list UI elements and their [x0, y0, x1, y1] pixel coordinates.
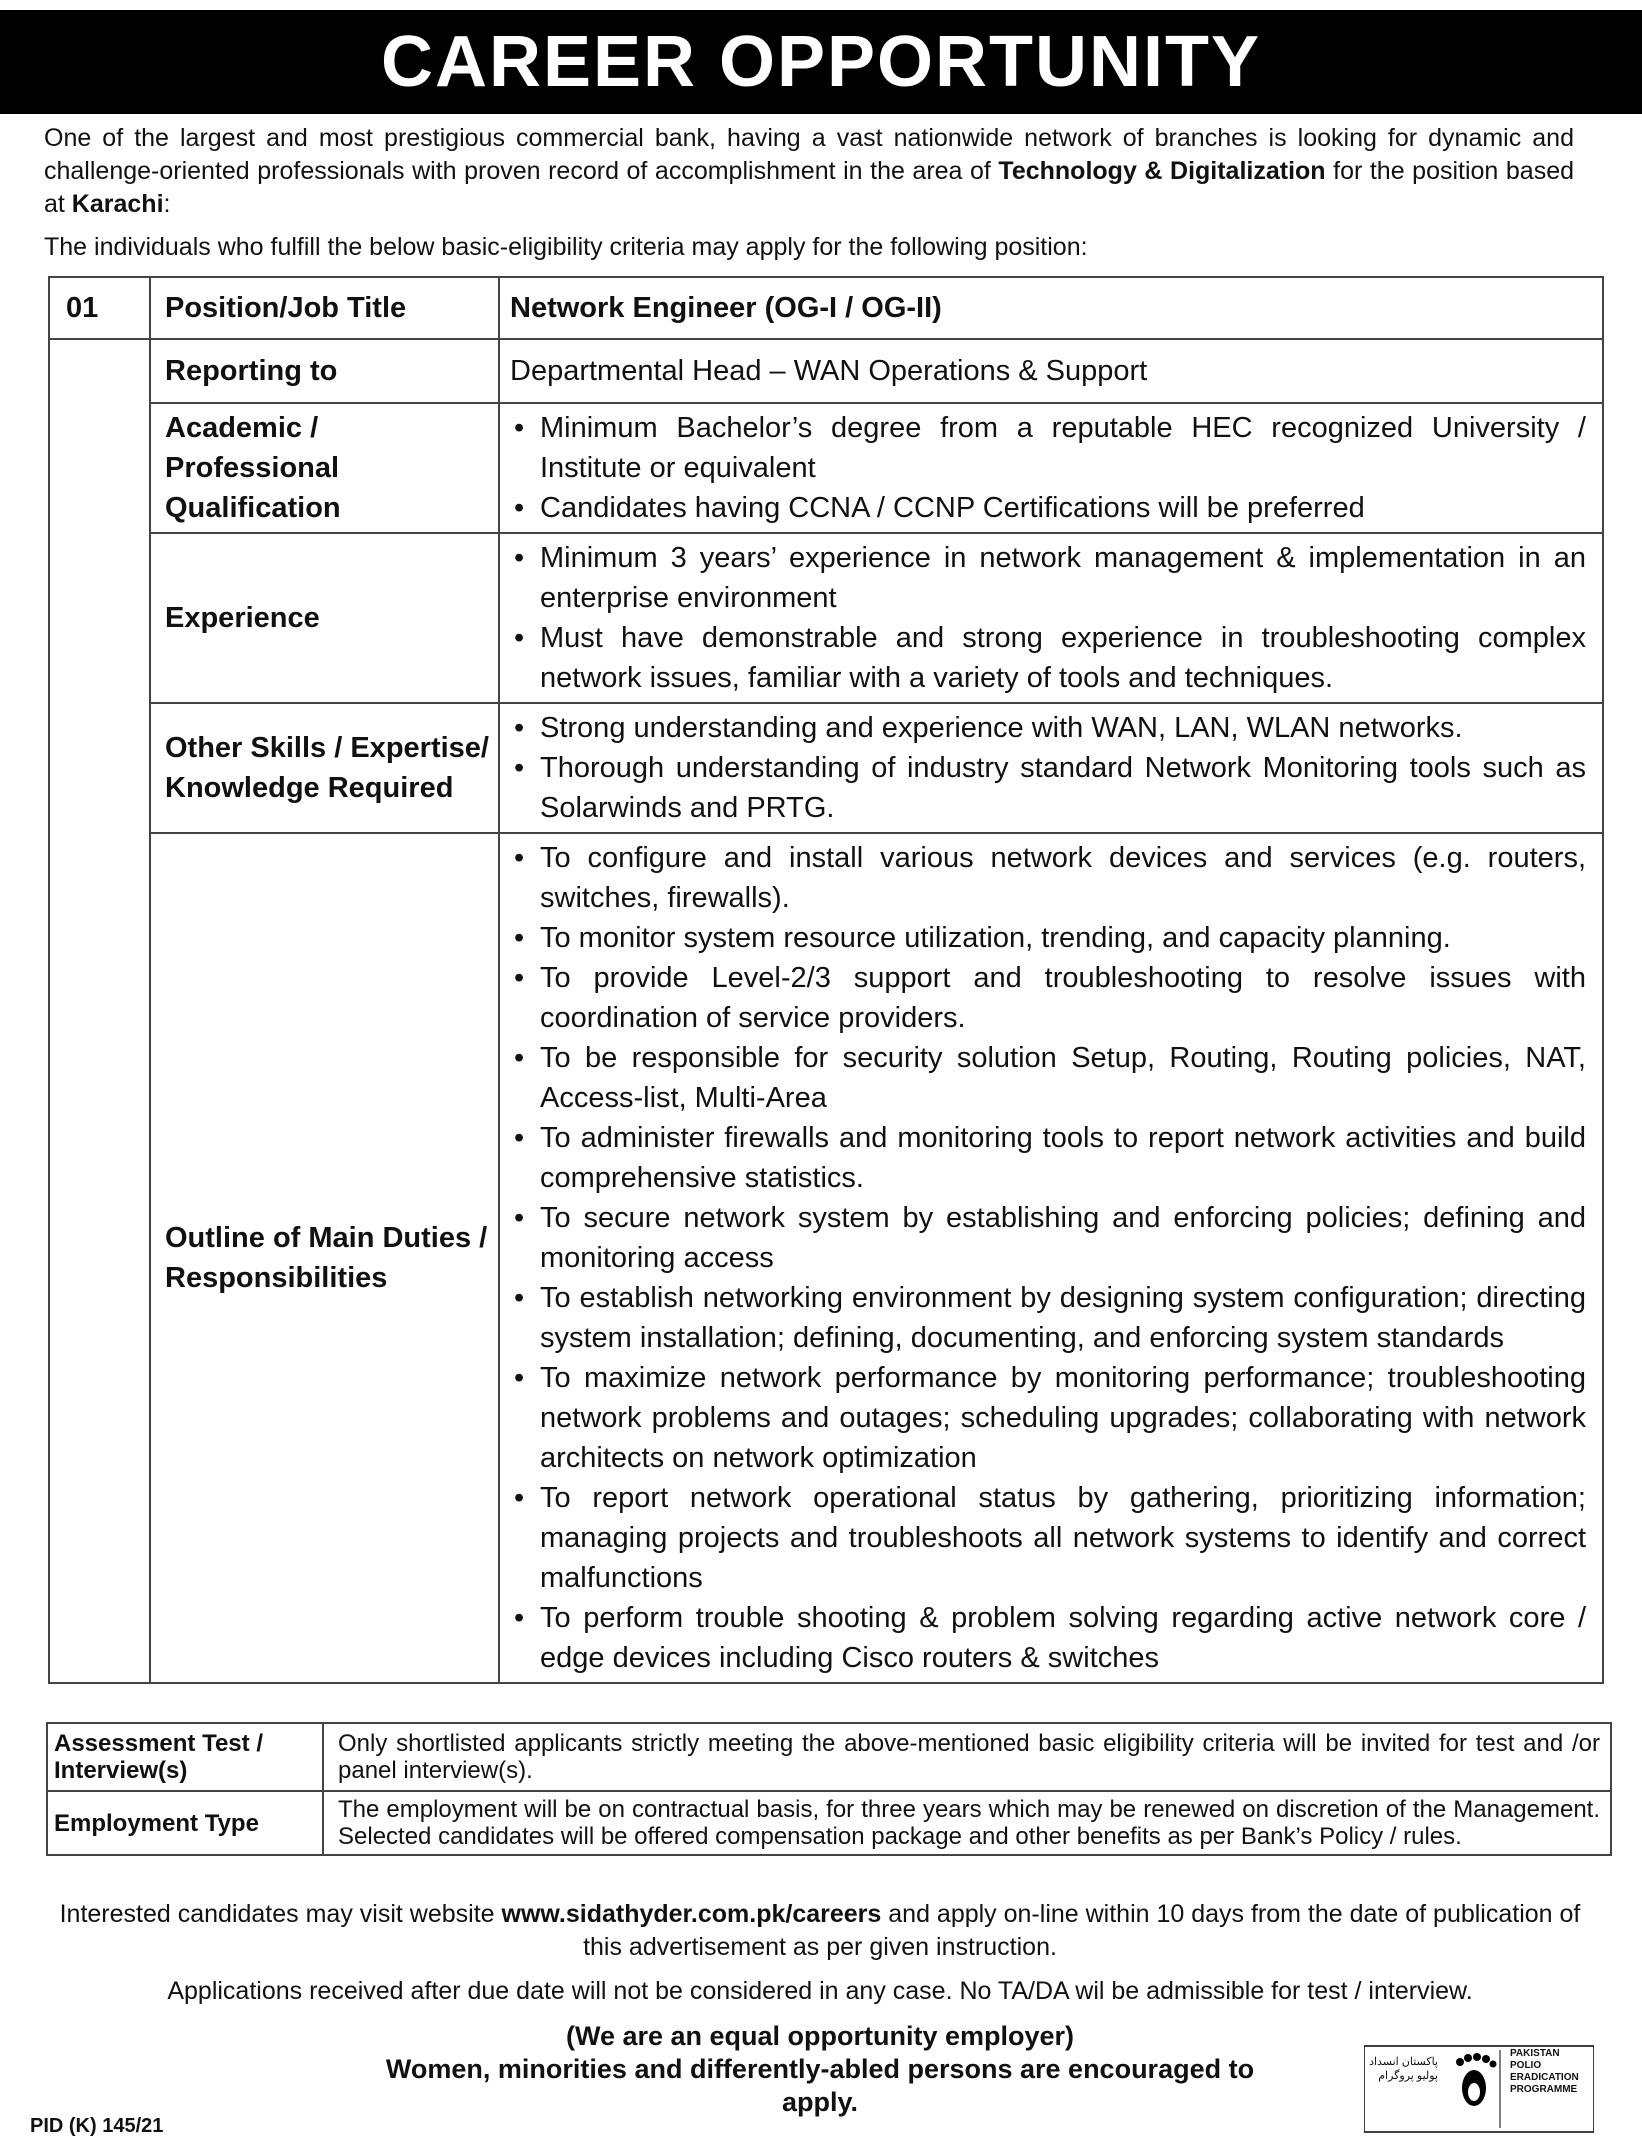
polio-line: POLIO — [1510, 2060, 1542, 2071]
equal-opportunity — [380, 2020, 1260, 2119]
pid-reference: PID (K) 145/21 — [30, 2115, 164, 2137]
position-number: 01 — [49, 277, 150, 339]
employment-value: The employment will be on contractual basis, for three years which may be renewed on discretion of the Management. Selected candidates will be offered compensation package and other benefits as per Bank’s Policy / rules. — [338, 1796, 1600, 1850]
apply-instructions — [40, 1898, 1600, 1964]
polio-line: PAKISTAN — [1510, 2048, 1560, 2059]
skills-cell — [499, 703, 1603, 833]
table-row — [47, 1723, 1611, 1791]
intro-text-e: : — [163, 190, 171, 218]
page-title: CAREER OPPORTUNITY — [0, 10, 1642, 114]
list-item: • Minimum 3 years’ experience in network management & implementation in an enterprise environment — [510, 538, 1586, 618]
equal-text: (We are an equal opportunity employer) — [565, 2021, 1075, 2051]
number-spacer — [49, 339, 150, 1683]
assessment-label: Assessment Test / Interview(s) — [47, 1723, 323, 1791]
table-row — [47, 1791, 1611, 1855]
duties-cell — [499, 833, 1603, 1683]
list-item: • To configure and install various network devices and services (e.g. routers, switches, firewalls). — [510, 838, 1586, 918]
apply-text-b: and apply on-line within 10 days from the date of publication of this advertisement as per given instruction. — [583, 1900, 1581, 1961]
bullet-list — [510, 538, 1586, 698]
list-item: • To be responsible for security solution Setup, Routing, Routing policies, NAT, Access-list, Multi-Area — [510, 1038, 1586, 1118]
list-item: • Strong understanding and experience with WAN, LAN, WLAN networks. — [510, 708, 1586, 748]
apply-text-a: Interested candidates may visit website — [59, 1900, 502, 1928]
list-item: • To report network operational status by gathering, prioritizing information; managing projects and troubleshoots all network systems to identify and correct malfunctions — [510, 1478, 1586, 1598]
academic-label: Academic / Professional Qualification — [150, 403, 499, 533]
list-item: • To perform trouble shooting & problem solving regarding active network core / edge devices including Cisco routers & switches — [510, 1598, 1586, 1678]
list-item: • To provide Level-2/3 support and troubleshooting to resolve issues with coordination of service providers. — [510, 958, 1586, 1038]
table-row — [49, 703, 1603, 833]
reporting-value: Departmental Head – WAN Operations & Support — [499, 339, 1603, 403]
women-text: Women, minorities and differently-abled persons are encouraged to apply. — [385, 2054, 1255, 2117]
criteria-text: The individuals who fulfill the below basic-eligibility criteria may apply for the following position: — [44, 233, 1088, 261]
bullet-list — [510, 408, 1586, 528]
list-item: • To maximize network performance by monitoring performance; troubleshooting network problems and outages; scheduling upgrades; collaborating with network architects on network optimization — [510, 1358, 1586, 1478]
list-item: • To monitor system resource utilization, trending, and capacity planning. — [510, 918, 1586, 958]
late-notice: Applications received after due date will not be considered in any case. No TA/DA wil be admissible for test / interview. — [167, 1977, 1473, 2005]
experience-cell — [499, 533, 1603, 703]
polio-line: PROGRAMME — [1510, 2084, 1578, 2095]
reporting-label: Reporting to — [150, 339, 499, 403]
table-row — [49, 833, 1603, 1683]
list-item: • Must have demonstrable and strong experience in troubleshooting complex network issues, familiar with a variety of tools and techniques. — [510, 618, 1586, 698]
list-item: • To establish networking environment by designing system configuration; directing system installation; defining, documenting, and enforcing system standards — [510, 1278, 1586, 1358]
polio-line: ERADICATION — [1510, 2072, 1579, 2083]
list-item: • Minimum Bachelor’s degree from a reputable HEC recognized University / Institute or equivalent — [510, 408, 1586, 488]
intro-area: Technology & Digitalization — [998, 157, 1326, 185]
title-value: Network Engineer (OG-I / OG-II) — [499, 277, 1603, 339]
employment-label: Employment Type — [47, 1791, 323, 1855]
skills-label: Other Skills / Expertise/ Knowledge Required — [150, 703, 499, 833]
bullet-list — [510, 838, 1586, 1678]
bullet-list — [510, 708, 1586, 828]
polio-text — [1510, 2048, 1579, 2096]
table-row — [49, 403, 1603, 533]
academic-cell — [499, 403, 1603, 533]
experience-label: Experience — [150, 533, 499, 703]
list-item: • To secure network system by establishing and enforcing policies; defining and monitoring access — [510, 1198, 1586, 1278]
table-row — [49, 339, 1603, 403]
assessment-value: Only shortlisted applicants strictly meeting the above-mentioned basic eligibility criteria will be invited for test and /or panel interview(s). — [323, 1723, 1611, 1791]
duties-label: Outline of Main Duties / Responsibilities — [150, 833, 499, 1683]
intro-text-c: for the position based at — [44, 157, 1575, 218]
table-row — [49, 533, 1603, 703]
list-item: • To administer firewalls and monitoring tools to report network activities and build comprehensive statistics. — [510, 1118, 1586, 1198]
list-item: • Thorough understanding of industry standard Network Monitoring tools such as Solarwinds and PRTG. — [510, 748, 1586, 828]
careers-link[interactable]: www.sidathyder.com.pk/careers — [501, 1900, 882, 1928]
position-table — [48, 276, 1604, 1684]
polio-urdu-text: پاکستان انسداد پولیو پروگرام — [1369, 2056, 1438, 2082]
intro-paragraph — [44, 122, 1574, 221]
terms-table — [46, 1722, 1612, 1856]
intro-text-a: One of the largest and most prestigious commercial bank, having a vast nationwide network of branches is looking for dynamic and challenge-oriented professionals with proven record of accomplishment in the area of — [44, 124, 1574, 185]
table-row — [49, 277, 1603, 339]
list-item: • Candidates having CCNA / CCNP Certifications will be preferred — [510, 488, 1586, 528]
title-label: Position/Job Title — [150, 277, 499, 339]
intro-location: Karachi — [71, 190, 164, 218]
